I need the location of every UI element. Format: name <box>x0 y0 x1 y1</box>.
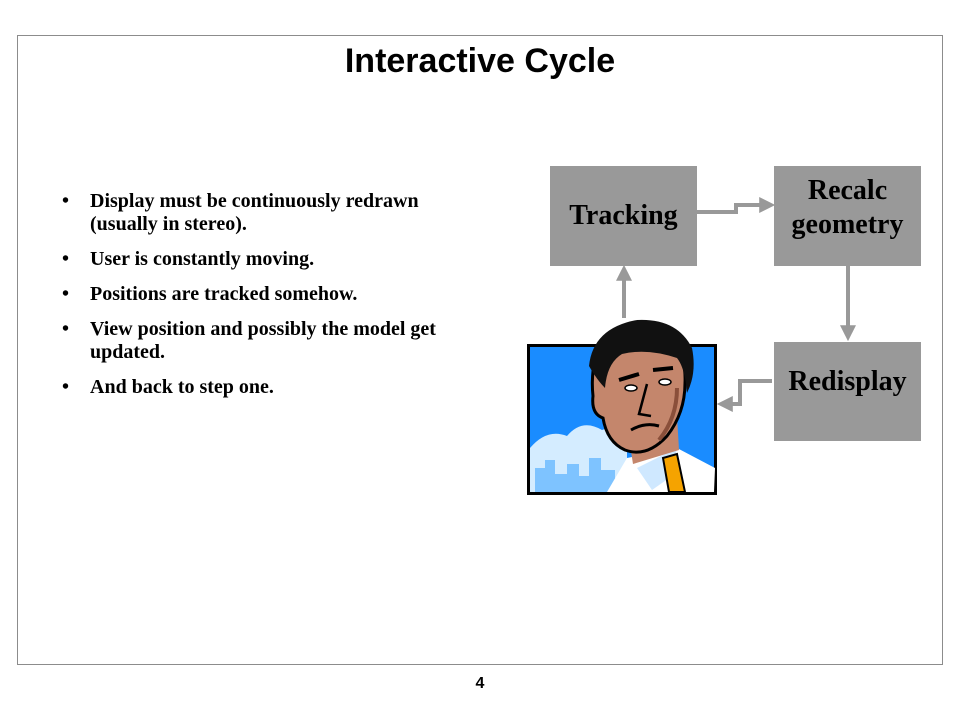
redisplay-box <box>774 342 921 441</box>
bullet-text: And back to step one. <box>90 376 274 398</box>
recalc-label: Recalc geometry <box>791 175 904 240</box>
bullet-marker: • <box>62 248 70 270</box>
user-portrait-image <box>527 318 719 496</box>
bullet-marker: • <box>62 376 70 398</box>
bullet-text: View position and possibly the model get updated. <box>90 318 436 363</box>
bullet-text: User is constantly moving. <box>90 248 315 270</box>
bullet-text: Positions are tracked somehow. <box>90 283 358 305</box>
bullet-text: Display must be continuously redrawn (usually in stereo). <box>90 190 419 235</box>
bullet-marker: • <box>62 283 70 305</box>
tracking-label: Tracking <box>569 200 678 231</box>
slide-title: Interactive Cycle <box>344 42 616 80</box>
tracking-box <box>550 166 697 266</box>
redisplay-label: Redisplay <box>788 366 907 397</box>
page-number: 4 <box>475 675 485 692</box>
bullet-marker: • <box>62 190 70 212</box>
bullet-marker: • <box>62 318 70 340</box>
recalc-geometry-box <box>774 166 921 266</box>
arrow-redisplay-to-user <box>724 381 772 404</box>
arrow-tracking-to-recalc <box>697 205 768 212</box>
